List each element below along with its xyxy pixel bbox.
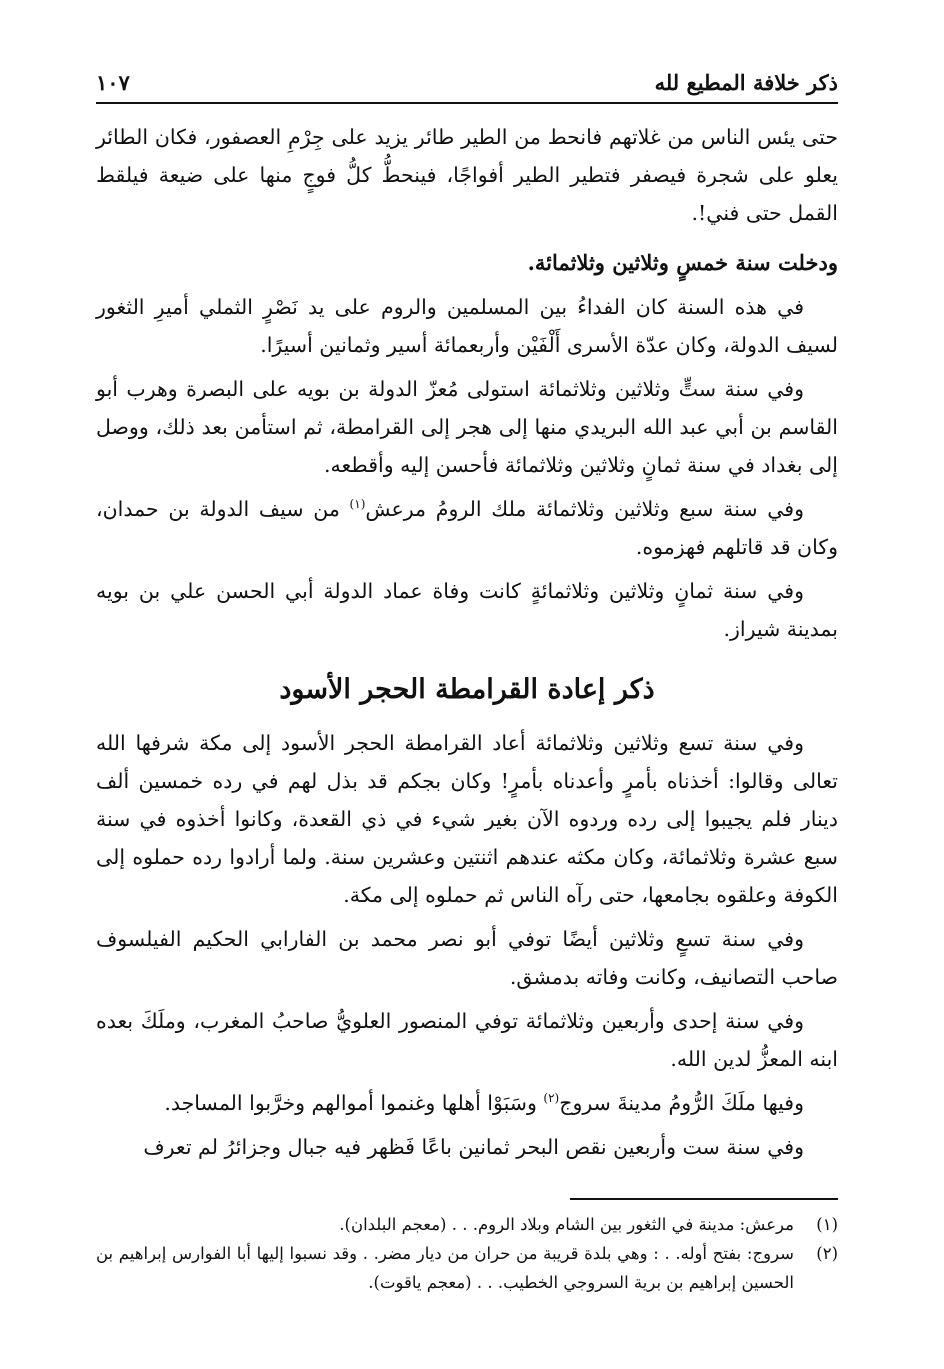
footnote-marker: (١) (349, 497, 366, 512)
footnote-number: (١) (816, 1215, 838, 1234)
paragraph-with-footnote (96, 490, 838, 566)
paragraph: وفي سنة تسع وثلاثين وثلاثمائة أعاد القرامطة الحجر الأسود إلى مكة شرفها الله تعالى وقالوا: أخذناه بأمرٍ وأعدناه بأمرٍ! وكان بجكم قد بذل لهم في رده خمسين ألف دينار فلم يجيبوا إلى رده وردوه الآن بغير شيء في ذي القعدة، وكانوا أخذوه في سنة سبع عشرة وثلاثمائة، وكان مكثه عندهم اثنتين وعشرين سنة. ولما أرادوا رده حملوه إلى الكوفة وعلقوه بجامعها، حتى رآه الناس ثم حملوه إلى مكة. (96, 731, 838, 907)
running-header (96, 62, 838, 104)
footnote-number: (٢) (816, 1244, 838, 1263)
paragraph: وفي سنة تسعٍ وثلاثين أيضًا توفي أبو نصر محمد بن الفارابي الحكيم الفيلسوف صاحب التصانيف، وكانت وفاته بدمشق. (96, 927, 838, 989)
paragraph: حتى يئس الناس من غلاتهم فانحط من الطير طائر يزيد على جِرْمِ العصفور، فكان الطائر يعلو على شجرة فيصفر فتطير الطير أفواجًا، فينحطُّ كلُّ فوجٍ منها على ضيعة فيلقط القمل حتى فني!. (96, 125, 838, 225)
footnote (96, 1239, 838, 1297)
footnote-marker: (٢) (543, 1091, 560, 1106)
paragraph: وفي سنة إحدى وأربعين وثلاثمائة توفي المنصور العلويُّ صاحبُ المغرب، وملَكَ بعده ابنه المعزُّ لدين الله. (96, 1009, 838, 1071)
footnotes (96, 1210, 838, 1297)
year-heading: ودخلت سنة خمسٍ وثلاثين وثلاثمائة. (527, 250, 838, 275)
paragraph-text: وفي سنة سبع وثلاثين وثلاثمائة ملك الرومُ مرعش (365, 497, 804, 521)
paragraph: وفي سنة ثمانٍ وثلاثين وثلاثمائةٍ كانت وفاة عماد الدولة أبي الحسن علي بن بويه بمدينة شيراز. (96, 579, 838, 641)
footnote-text: مرعش: مدينة في الثغور بين الشام وبلاد الروم. . . (معجم البلدان). (339, 1215, 794, 1234)
paragraph-text: من سيف الدولة بن حمدان، وكان قد قاتلهم فهزموه. (96, 497, 838, 559)
footnote-text: سروج: بفتح أوله. . : وهي بلدة قريبة من حران من ديار مضر. . وقد نسبوا إليها أبا الفوارس إبراهيم بن الحسين إبراهيم بن برية السروجي الخطيب. . . (معجم ياقوت). (96, 1244, 794, 1292)
page-number: ١٠٧ (96, 70, 130, 95)
paragraph-text: وفيها ملَكَ الرُّومُ مدينةَ سروج (559, 1091, 804, 1115)
section-heading: ذكر إعادة القرامطة الحجر الأسود (279, 674, 655, 705)
paragraph: وفي سنة ست وأربعين نقص البحر ثمانين باعًا فَظهر فيه جبال وجزائرُ لم تعرف (143, 1135, 804, 1159)
body-text (96, 118, 838, 1166)
paragraph-text: وسَبَوْا أهلها وغنموا أموالهم وخرَّبوا المساجد. (164, 1091, 537, 1115)
footnote-divider (570, 1198, 838, 1200)
running-title: ذكر خلافة المطيع لله (654, 70, 838, 95)
footnote (96, 1210, 838, 1239)
paragraph: في هذه السنة كان الفداءُ بين المسلمين والروم على يد نَصْرٍ الثملي أميرِ الثغور لسيف الدولة، وكان عدّة الأسرى أَلْفَيْن وأربعمائة أسير وثمانين أسيرًا. (96, 295, 838, 357)
paragraph: وفي سنة ستٍّ وثلاثين وثلاثمائة استولى مُعزّ الدولة بن بويه على البصرة وهرب أبو القاسم بن أبي عبد الله البريدي منها إلى هجر إلى القرامطة، ثم استأمن بعد ذلك، ووصل إلى بغداد في سنة ثمانٍ وثلاثين وثلاثمائة فأحسن إليه وأقطعه. (96, 377, 838, 477)
paragraph-with-footnote (96, 1084, 838, 1122)
book-page (96, 62, 838, 1332)
